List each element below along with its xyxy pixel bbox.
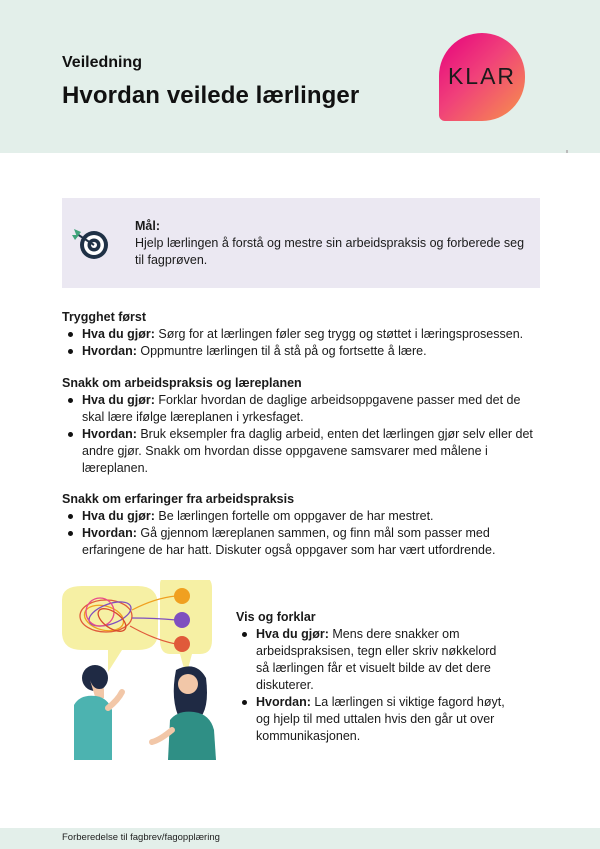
item-text: Gå gjennom læreplanen sammen, og finn mål som passer med erfaringene de har hatt. Diskuter også oppgaver som har vært utfordrende.	[82, 526, 496, 557]
item-text: Forklar hvordan de daglige arbeidsoppgavene passer med det de skal lære ifølge læreplanen i yrkesfaget.	[82, 393, 521, 424]
section-erfaringer	[62, 491, 542, 559]
item-label: Hvordan:	[82, 526, 137, 540]
page-title: Hvordan veilede lærlinger	[62, 82, 360, 109]
section-list	[62, 392, 542, 477]
item-text: Oppmuntre lærlingen til å stå på og fortsette å lære.	[136, 344, 427, 358]
footer-text: Forberedelse til fagbrev/fagopplæring	[62, 832, 220, 843]
section-arbeidspraksis	[62, 375, 542, 477]
two-people-talking-illustration	[60, 580, 230, 760]
list-item	[62, 392, 542, 426]
list-item	[62, 508, 542, 525]
header-band	[0, 0, 600, 153]
list-item	[62, 525, 542, 559]
item-text: Be lærlingen fortelle om oppgaver de har mestret.	[154, 509, 434, 523]
section-list	[62, 326, 542, 360]
section-heading: Snakk om arbeidspraksis og læreplanen	[62, 376, 302, 390]
list-item	[62, 426, 542, 477]
section-list	[236, 626, 508, 745]
target-icon	[68, 220, 114, 266]
section-list	[62, 508, 542, 559]
item-label: Hvordan:	[256, 695, 311, 709]
goal-text: Hjelp lærlingen å forstå og mestre sin arbeidspraksis og forberede seg til fagprøven.	[135, 236, 525, 267]
section-vis-og-forklar	[236, 609, 508, 745]
section-trygghet	[62, 309, 542, 360]
item-text: Mens dere snakker om arbeidspraksisen, tegn eller skriv nøkkelord så lærlingen får et visuelt bilde av det dere diskuterer.	[256, 627, 497, 692]
logo-text: KLAR	[447, 63, 517, 89]
klar-logo	[439, 33, 525, 121]
item-label: Hvordan:	[82, 344, 137, 358]
item-label: Hvordan:	[82, 427, 137, 441]
divider-tick	[566, 150, 568, 153]
goal-title: Mål:	[135, 219, 160, 233]
list-item	[236, 626, 508, 694]
list-item	[62, 343, 542, 360]
item-text: Sørg for at lærlingen føler seg trygg og støttet i læringsprosessen.	[154, 327, 524, 341]
item-label: Hva du gjør:	[82, 509, 155, 523]
item-label: Hva du gjør:	[256, 627, 329, 641]
section-heading: Trygghet først	[62, 310, 147, 324]
list-item	[62, 326, 542, 343]
section-heading: Vis og forklar	[236, 610, 316, 624]
footer-band	[0, 828, 600, 849]
item-text: Bruk eksempler fra daglig arbeid, enten det lærlingen gjør selv eller det andre gjør. Snakk om hvordan disse oppgavene samsvarer med målene i læreplanen.	[82, 427, 533, 475]
item-label: Hva du gjør:	[82, 327, 155, 341]
item-label: Hva du gjør:	[82, 393, 155, 407]
section-heading: Snakk om erfaringer fra arbeidspraksis	[62, 492, 295, 506]
goal-box	[62, 198, 540, 288]
doc-kicker: Veiledning	[62, 54, 143, 71]
list-item	[236, 694, 508, 745]
item-text: La lærlingen si viktige fagord høyt, og hjelp til med uttalen hvis den går ut over kommunikasjonen.	[256, 695, 505, 743]
